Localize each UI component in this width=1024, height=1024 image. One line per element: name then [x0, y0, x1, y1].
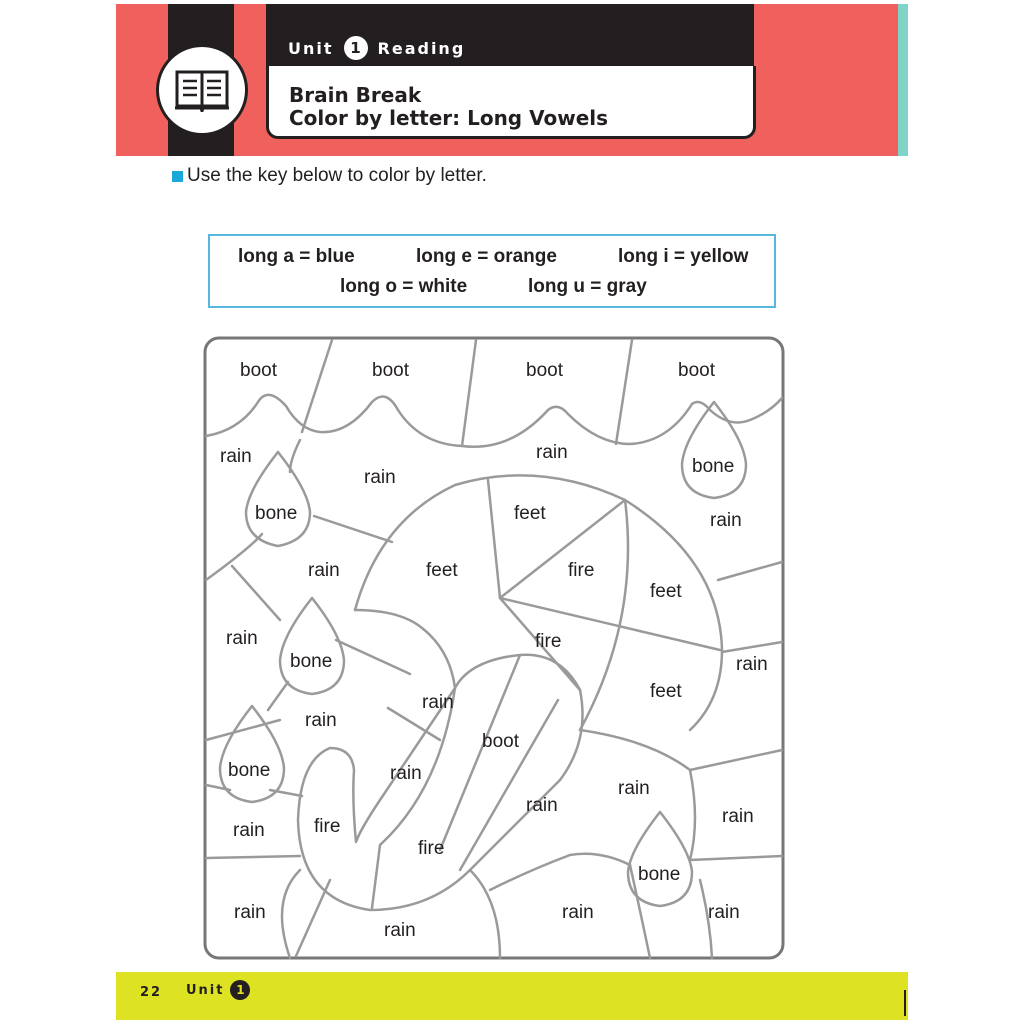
key-long-u: long u = gray: [528, 276, 647, 297]
word-rain-8: rain: [422, 692, 454, 713]
word-boot-1: boot: [240, 360, 277, 381]
word-bone-3: bone: [290, 651, 333, 672]
word-rain-12: rain: [526, 795, 558, 816]
word-boot-4: boot: [678, 360, 715, 381]
word-rain-18: rain: [708, 902, 740, 923]
word-bone-2: bone: [255, 503, 298, 524]
section-label: Reading: [377, 38, 466, 58]
instruction-text: Use the key below to color by letter.: [187, 165, 487, 186]
word-fire-2: fire: [535, 631, 562, 652]
word-rain-5: rain: [308, 560, 340, 581]
word-rain-2: rain: [364, 467, 396, 488]
key-long-e: long e = orange: [416, 246, 557, 267]
word-rain-10: rain: [390, 763, 422, 784]
word-feet-1: feet: [514, 503, 546, 524]
word-feet-3: feet: [650, 581, 682, 602]
word-feet-2: feet: [426, 560, 458, 581]
word-rain-6: rain: [226, 628, 258, 649]
word-rain-7: rain: [736, 654, 768, 675]
unit-number-badge: 1: [344, 36, 368, 60]
word-rain-3: rain: [536, 442, 568, 463]
title-line-2: Color by letter: Long Vowels: [289, 106, 609, 130]
word-rain-15: rain: [234, 902, 266, 923]
word-boot-5: boot: [482, 731, 519, 752]
key-long-a: long a = blue: [238, 246, 355, 267]
word-rain-13: rain: [233, 820, 265, 841]
word-rain-4: rain: [710, 510, 742, 531]
unit-label: Unit: [288, 38, 334, 58]
word-boot-3: boot: [526, 360, 563, 381]
word-fire-1: fire: [568, 560, 595, 581]
footer-unit: [186, 980, 250, 1000]
word-bone-1: bone: [692, 456, 735, 477]
page-edge-line: [904, 990, 906, 1016]
footer-unit-label: Unit: [186, 982, 225, 998]
word-feet-4: feet: [650, 681, 682, 702]
word-rain-14: rain: [722, 806, 754, 827]
word-rain-1: rain: [220, 446, 252, 467]
word-fire-4: fire: [418, 838, 445, 859]
word-rain-16: rain: [384, 920, 416, 941]
footer-unit-number-badge: 1: [230, 980, 250, 1000]
title-line-1: Brain Break: [289, 83, 422, 107]
page-number: 22: [140, 985, 163, 1000]
word-fire-3: fire: [314, 816, 341, 837]
word-rain-11: rain: [618, 778, 650, 799]
word-rain-9: rain: [305, 710, 337, 731]
key-long-i: long i = yellow: [618, 246, 749, 267]
word-rain-17: rain: [562, 902, 594, 923]
key-long-o: long o = white: [340, 276, 468, 297]
word-bone-4: bone: [228, 760, 271, 781]
word-bone-5: bone: [638, 864, 681, 885]
word-boot-2: boot: [372, 360, 409, 381]
